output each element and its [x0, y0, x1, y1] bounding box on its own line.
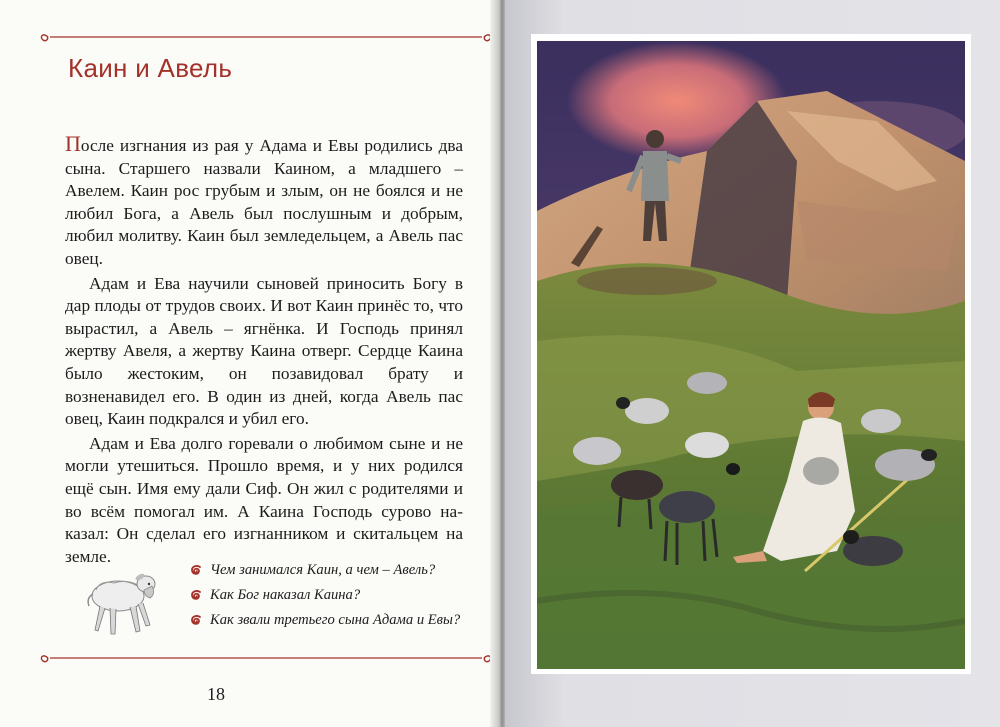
- question-text: Как Бог наказал Каина?: [210, 587, 361, 603]
- question-text: Как звали третьего сына Адама и Евы?: [210, 612, 461, 628]
- swirl-icon: [188, 613, 204, 629]
- page-number: 18: [207, 684, 225, 704]
- questions-list: [188, 561, 468, 636]
- illustration-frame: [531, 34, 971, 674]
- question-item: [188, 611, 468, 630]
- paragraph-2: Адам и Ева научили сыновей приносить Богу в дар плоды от трудов своих. И вот Каин принёс то, что вырастил, а Авель – ягнёнка. И Господь принял жертву Авеля, а жертву Каина отверг. Сердце Каина было жестоким, он позавидовал брату и возненавидел его. В один из дней, когда Авель пас овец, Каин подкрался и убил его.: [65, 273, 463, 429]
- question-item: [188, 586, 468, 605]
- paragraph-1: [65, 133, 463, 271]
- cain-and-abel-illustration: [537, 41, 965, 669]
- question-item: [188, 561, 468, 580]
- question-text: Чем занимался Каин, а чем – Авель?: [210, 562, 436, 578]
- drop-cap: П: [65, 131, 81, 156]
- chapter-title: Каин и Авель: [68, 53, 233, 83]
- swirl-icon: [188, 563, 204, 579]
- chapter-body: [65, 133, 463, 570]
- lamb-icon: [80, 560, 172, 642]
- top-ornament-rule: [40, 30, 492, 44]
- paragraph-1-text: осле изгнания из рая у Адама и Евы родились два сына. Старшего назвали Каином, а младшего – Авелем. Каин рос грубым и злым, он не боялся и не любил Бога, а Авель был послушным и добрым, любил молитву. Каин был земледельцем, а Авель пас овец.: [65, 136, 463, 268]
- left-page: [0, 0, 497, 727]
- paragraph-3: Адам и Ева долго горевали о любимом сыне и не могли утешиться. Прошло время, и у них родился ещё сын. Имя ему дали Сиф. Он жил с родителями и во всём помогал им. А Каина Господь сурово наказал: Он сделал его изгнанником и скитальцем на земле.: [65, 433, 463, 566]
- bottom-ornament-rule: [40, 651, 492, 665]
- swirl-icon: [188, 588, 204, 604]
